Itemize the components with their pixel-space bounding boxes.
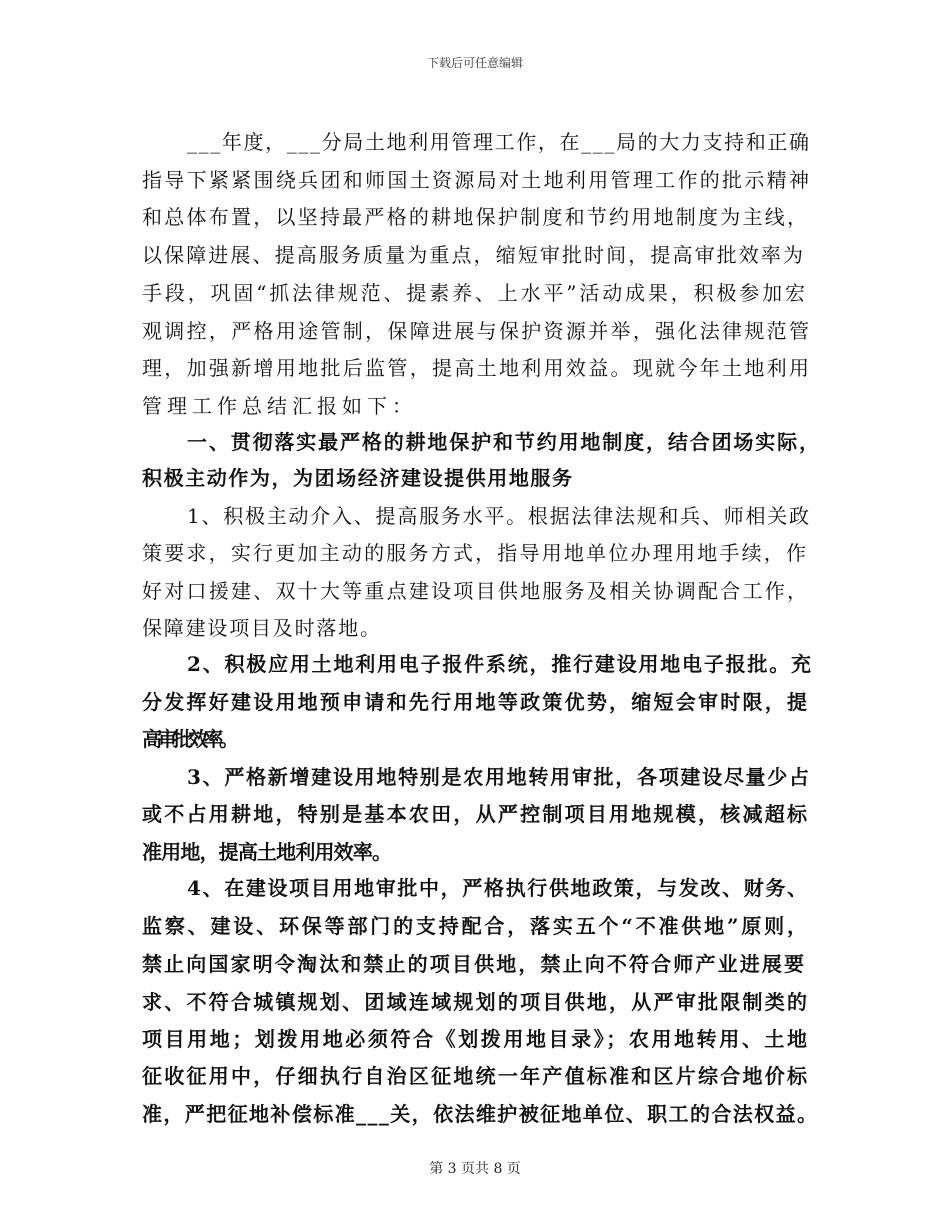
line-text: 2、积极应用土地利用电子报件系统，推行建设用地电子报批。充 <box>187 652 813 676</box>
line-text: 和总体布置，以坚持最严格的耕地保护制度和节约用地制度为主线， <box>142 205 810 229</box>
line-text: 手段，巩固“抓法律规范、提素养、上水平”活动成果，积极参加宏 <box>142 281 808 305</box>
line-text: 以保障进展、提高服务质量为重点，缩短审批时间，提高审批效率为 <box>142 243 806 267</box>
line-text: 积极主动作为，为团场经济建设提供用地服务 <box>142 466 574 490</box>
line-text: 观调控，严格用途管制，保障进展与保护资源并举，强化法律规范管 <box>142 319 812 343</box>
line-text: 理，加强新增用地批后监管，提高土地利用效益。现就今年土地利用 <box>142 356 812 380</box>
line-text: 准，严把征地补偿标准___关，依法维护被征地单位、职工的合法权益。 <box>142 1102 819 1126</box>
line-text: 一、贯彻落实最严格的耕地保护和节约用地制度，结合团场实际， <box>187 430 821 454</box>
line-text: 分发挥好建设用地预申请和先行用地等政策优势，缩短会审时限，提 <box>142 690 810 714</box>
line-text: 求、不符合城镇规划、团域连域规划的项目供地，从严审批限制类的 <box>142 990 810 1014</box>
line-text: 指导下紧紧围绕兵团和师国土资源局对土地利用管理工作的批示精神 <box>142 168 812 192</box>
line-text: 高审批效率。 <box>142 727 235 751</box>
page-footer: 第 3 页共 8 页 <box>429 1161 521 1177</box>
line-text: 或不占用耕地，特别是基本农田，从严控制项目用地规模，核减超标 <box>142 802 810 826</box>
line-text: 监察、建设、环保等部门的支持配合，落实五个“不准供地”原则， <box>142 914 810 938</box>
line-text: 管理工作总结汇报如下： <box>142 394 417 418</box>
line-text: 好对口援建、双十大等重点建设项目供地服务及相关协调配合工作， <box>142 579 810 603</box>
line-text: ___年度，___分局土地利用管理工作，在___局的大力支持和正确 <box>187 130 811 154</box>
line-text: 3、严格新增建设用地特别是农用地转用审批，各项建设尽量少占 <box>187 765 811 789</box>
line-text: 1、积极主动介入、提高服务水平。根据法律法规和兵、师相关政 <box>187 504 811 528</box>
line-text: 4、在建设项目用地审批中，严格执行供地政策，与发改、财务、 <box>187 876 809 900</box>
line-text: 征收征用中，仔细执行自治区征地统一年产值标准和区片综合地价标 <box>142 1064 810 1088</box>
line-text: 项目用地；划拨用地必须符合《划拨用地目录》；农用地转用、土地 <box>142 1027 810 1051</box>
line-text: 策要求，实行更加主动的服务方式，指导用地单位办理用地手续，作 <box>142 541 809 565</box>
line-text: 保障建设项目及时落地。 <box>142 616 382 640</box>
page-header: 下载后可任意编辑 <box>426 56 523 70</box>
line-text: 禁止向国家明令淘汰和禁止的项目供地，禁止向不符合师产业进展要 <box>142 952 807 976</box>
line-text: 准用地，提高土地利用效率。 <box>142 840 392 864</box>
